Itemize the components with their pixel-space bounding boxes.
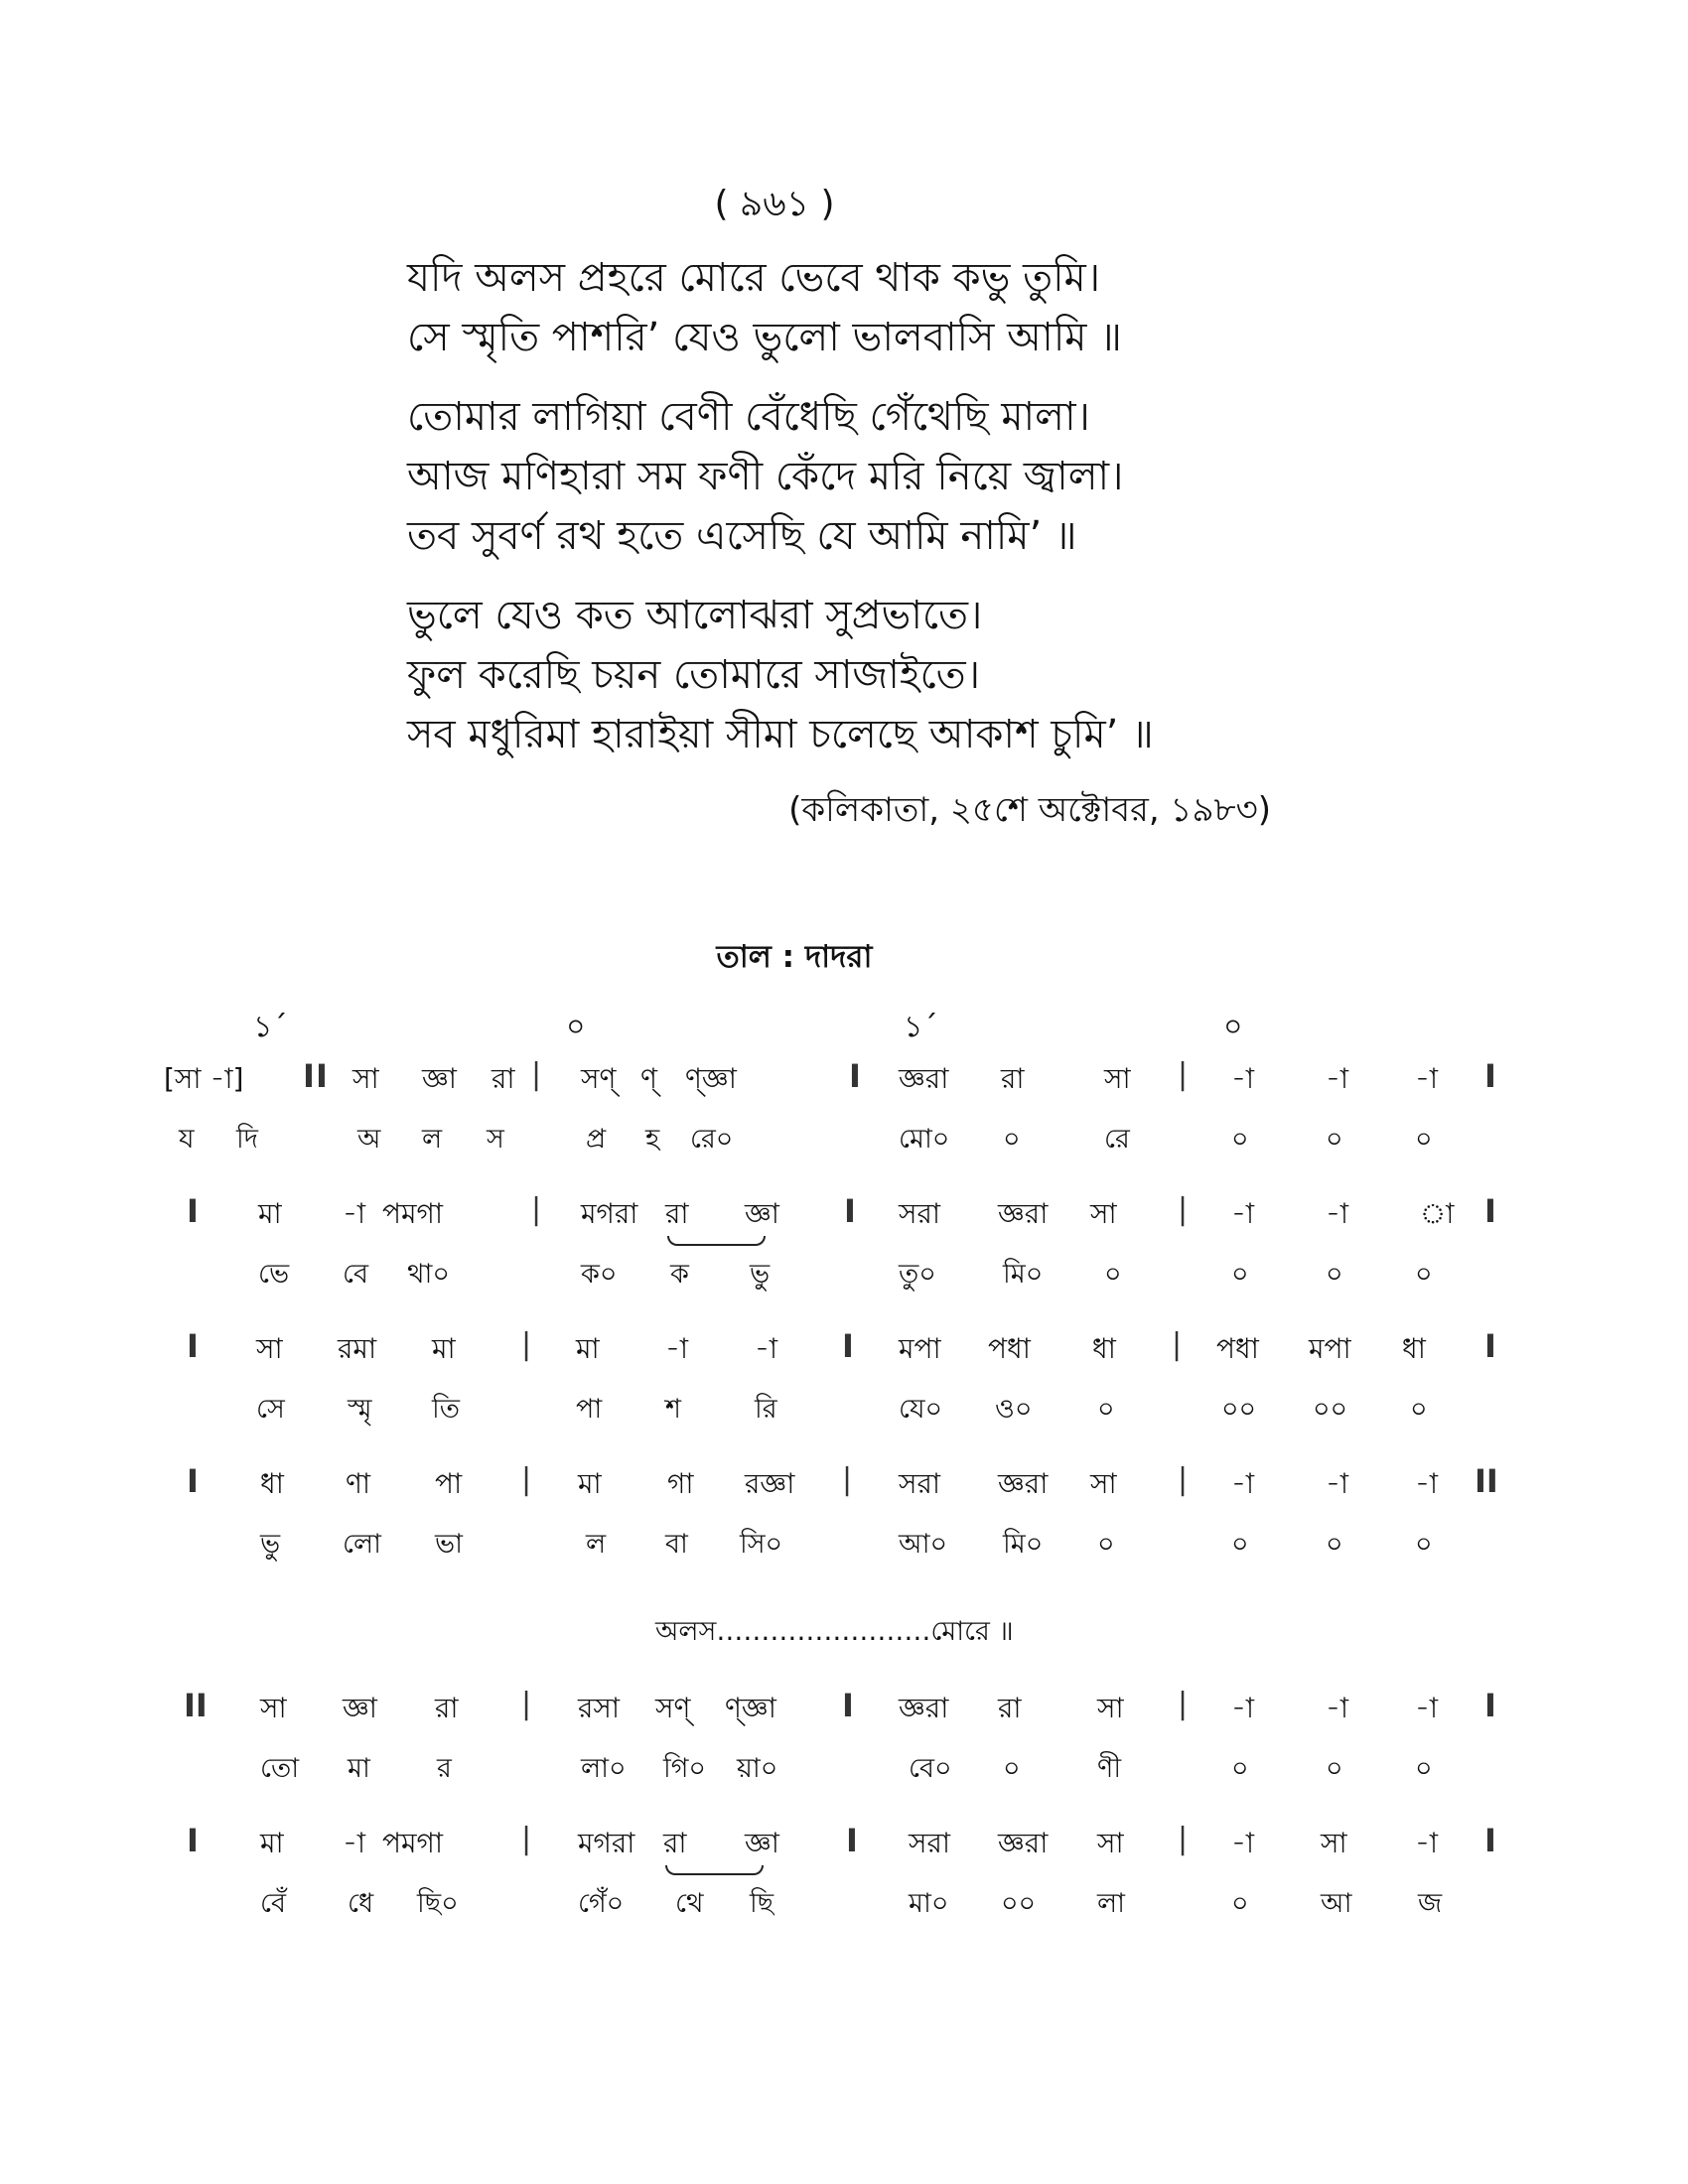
syllable: তু০ [899,1259,936,1290]
syllable: ধে [348,1888,374,1919]
syllable: স্মৃ [348,1394,372,1425]
lyric-syllable-row [0,1524,1688,1585]
note: সা [352,1062,379,1095]
note: ধা [260,1467,284,1500]
note: জ্ঞরা [899,1692,949,1724]
syllable: আ০ [899,1529,948,1560]
stanza-1 [407,248,1154,367]
bar-line: | [842,1462,853,1497]
sargam-row [0,1327,1688,1389]
note: সা [1097,1827,1124,1859]
syllable: লা০ [581,1753,627,1784]
notation-line-1 [0,1057,1688,1180]
syllable: গেঁ০ [578,1888,625,1919]
syllable: ০০ [1313,1394,1348,1425]
note: রা [665,1197,689,1230]
syllable: অ [357,1124,381,1155]
notation-line-3 [0,1327,1688,1450]
sargam-row [0,1687,1688,1748]
section-bar: I [846,1822,858,1859]
syllable: ল [422,1124,443,1155]
note: রজ্ঞা [745,1467,795,1500]
syllable: ও০ [995,1394,1033,1425]
bar-line: | [1178,1822,1189,1856]
note: মা [578,1467,602,1500]
refrain-text: অলস……………………মোরে ॥ [655,1616,1014,1647]
syllable: মি০ [1003,1259,1044,1290]
section-bar: I [1484,1822,1496,1859]
note: -া [343,1197,366,1230]
tala-marker: ১´ [904,1010,938,1044]
bar-line: | [521,1822,532,1856]
bar-line: | [1178,1687,1189,1721]
bar-line: | [521,1687,532,1721]
tala-marker: ০ [566,1010,586,1044]
tala-marker: ১´ [253,1010,288,1044]
note: মা [576,1332,600,1365]
syllable: ০ [1097,1394,1115,1425]
note: -া [1415,1062,1439,1095]
note: মা [258,1197,282,1230]
syllable: স [487,1124,504,1155]
note: -া [1231,1827,1255,1859]
section-bar: I [316,1057,328,1095]
double-bar: II [184,1687,208,1724]
section-bar: I [849,1057,861,1095]
note: -া [1326,1692,1349,1724]
syllable: হ [645,1124,660,1155]
bar-line: | [521,1327,532,1362]
syllable: ০ [1231,1753,1249,1784]
section-bar: I [1484,1687,1496,1724]
meend-slur [665,1865,764,1875]
note: -া [1415,1827,1439,1859]
note: মা [260,1827,284,1859]
lyric-line: সব মধুরিমা হারাইয়া সীমা চলেছে আকাশ চুমি’ ॥ [407,712,1154,757]
syllable: পা [576,1394,603,1425]
syllable: দি [236,1124,258,1155]
lyric-line: যদি অলস প্রহরে মোরে ভেবে থাক কভু তুমি। [407,255,1101,301]
bar-line: | [1172,1327,1183,1362]
syllable: ০ [1326,1753,1343,1784]
note: -া [1231,1062,1255,1095]
note: জ্ঞরা [998,1827,1049,1859]
note: সা [1097,1692,1124,1724]
tala-heading: তাল : দাদরা [716,939,873,975]
syllable: রে০ [690,1124,734,1155]
syllable: ০ [1410,1394,1428,1425]
syllable: ভু [260,1529,281,1560]
note: -া [1231,1467,1255,1500]
syllable: শ [665,1394,681,1425]
syllable: সে [256,1394,285,1425]
note: সা [1104,1062,1131,1095]
sargam-row [0,1057,1688,1119]
syllable: বে [343,1259,368,1290]
lyric-line: ভুলে যেও কত আলোঝরা সুপ্রভাতে। [407,593,983,638]
note: গা [667,1467,694,1500]
section-bar: I [187,1462,199,1500]
note: সা [256,1332,283,1365]
syllable: ০ [1415,1753,1433,1784]
note: সা [1090,1467,1117,1500]
bar-line: | [1178,1057,1189,1092]
page-number: ( ৯৬১ ) [714,184,835,224]
syllable: মো০ [899,1124,950,1155]
syllable: ০ [1003,1753,1021,1784]
lyric-line: আজ মণিহারা সম ফণী কেঁদে মরি নিয়ে জ্বালা। [407,454,1124,499]
syllable: ভা [435,1529,463,1560]
lyric-syllable-row [0,1389,1688,1450]
syllable: ছি [750,1888,774,1919]
syllable: আ [1321,1888,1352,1919]
note: -া [1231,1692,1255,1724]
note: ণ্জ্ঞা [685,1062,737,1095]
note: মপা [1309,1332,1351,1365]
note: -া [1326,1467,1349,1500]
meend-slur [667,1236,766,1246]
note: -া [1231,1197,1255,1230]
stanza-3 [407,586,1154,764]
syllable: ০০ [1001,1888,1037,1919]
note: সণ্ [655,1692,691,1724]
note: সরা [899,1197,941,1230]
syllable: য [179,1124,195,1155]
refrain-note [0,1597,1688,1687]
note: রা [663,1827,687,1859]
note: জ্ঞরা [998,1467,1049,1500]
note: পধা [988,1332,1031,1365]
syllable: সি০ [740,1529,783,1560]
syllable: ক [670,1259,689,1290]
syllable: মা [348,1753,370,1784]
bar-line: | [531,1057,542,1092]
syllable: ক০ [581,1259,618,1290]
syllable: বে০ [909,1753,952,1784]
syllable: থা০ [407,1259,450,1290]
section-bar: I [1484,1327,1496,1365]
note: জ্ঞা [422,1062,457,1095]
note: জ্ঞরা [899,1062,949,1095]
lyric-syllable-row [0,1119,1688,1180]
song-lyrics [407,248,1154,784]
section-bar: I [187,1192,199,1230]
note: ধা [1402,1332,1426,1365]
syllable: মা০ [909,1888,949,1919]
syllable: ০ [1326,1124,1343,1155]
note: -া [665,1332,689,1365]
note: জ্ঞা [343,1692,377,1724]
bar-line: | [1178,1462,1189,1497]
section-bar: I [842,1327,854,1365]
note: সরা [899,1467,941,1500]
tala-markers [0,1003,1688,1052]
lyric-syllable-row [0,1748,1688,1810]
syllable: র [437,1753,452,1784]
syllable: ০ [1415,1529,1433,1560]
notation-line-6 [0,1822,1688,1945]
note: মপা [899,1332,941,1365]
note: -া [1415,1692,1439,1724]
syllable: লো [343,1529,381,1560]
tala-marker: ০ [1223,1010,1243,1044]
note: পধা [1216,1332,1259,1365]
note: ণ্জ্ঞা [725,1692,776,1724]
notation-line-4 [0,1462,1688,1585]
note: মা [432,1332,456,1365]
syllable: তি [432,1394,460,1425]
note: ণা [346,1467,371,1500]
note: -া [1326,1197,1349,1230]
syllable: ০ [1326,1259,1343,1290]
note: রসা [578,1692,621,1724]
note: ণ্ [640,1062,657,1095]
note: -া [1415,1467,1439,1500]
syllable: জ [1418,1888,1443,1919]
note: সা [260,1692,287,1724]
lyric-line: ফুল করেছি চয়ন তোমারে সাজাইতে। [407,652,980,698]
lyric-line: তোমার লাগিয়া বেণী বেঁধেছি গেঁথেছি মালা। [407,394,1090,440]
note: -া [343,1827,366,1859]
note: রা [435,1692,459,1724]
syllable: রি [755,1394,777,1425]
note: রা [998,1692,1022,1724]
section-bar: I [1484,1057,1496,1095]
syllable: ০০ [1221,1394,1257,1425]
note: সণ্ [581,1062,617,1095]
notation-line-2 [0,1192,1688,1315]
section-bar: I [187,1822,199,1859]
note: -া [755,1332,778,1365]
syllable: য়া০ [737,1753,778,1784]
sargam-row [0,1462,1688,1524]
place-date-signoff: (কলিকাতা, ২৫শে অক্টোবর, ১৯৮৩) [788,790,1271,830]
syllable: ০ [1231,1529,1249,1560]
syllable: ছি০ [417,1888,459,1919]
syllable: যে০ [899,1394,943,1425]
note: জ্ঞরা [998,1197,1049,1230]
bar-line: | [531,1192,542,1227]
note: সা [1090,1197,1117,1230]
lyric-syllable-row [0,1883,1688,1945]
lyric-syllable-row [0,1254,1688,1315]
syllable: ণী [1097,1753,1122,1784]
bar-line: | [521,1462,532,1497]
double-bar: II [1475,1462,1498,1500]
syllable: প্র [586,1124,607,1155]
note: জ্ঞা [745,1197,779,1230]
notation-line-5 [0,1687,1688,1810]
syllable: ০ [1104,1259,1122,1290]
syllable: গি০ [663,1753,706,1784]
lyric-line: তব সুবর্ণ রথ হতে এসেছি যে আমি নামি’ ॥ [407,513,1077,559]
section-bar: I [187,1327,199,1365]
section-bar: I [303,1057,315,1095]
syllable: ০ [1326,1529,1343,1560]
syllable: ভু [750,1259,771,1290]
stanza-2 [407,387,1154,566]
note: পা [435,1467,463,1500]
note: পমগা [382,1197,444,1230]
syllable: ০ [1231,1888,1249,1919]
sargam-row [0,1822,1688,1883]
syllable: ০ [1231,1124,1249,1155]
note: জ্ঞা [745,1827,779,1859]
note: রমা [338,1332,377,1365]
syllable: ভে [258,1259,290,1290]
syllable: ০ [1415,1259,1433,1290]
note: রা [1001,1062,1025,1095]
note: পমগা [382,1827,444,1859]
bar-line: | [1178,1192,1189,1227]
syllable: ০ [1003,1124,1021,1155]
note: সা [1321,1827,1347,1859]
syllable: বা [665,1529,688,1560]
note: া [1420,1197,1455,1230]
syllable: ০ [1415,1124,1433,1155]
syllable: ল [586,1529,607,1560]
syllable: ০ [1097,1529,1115,1560]
lyric-line: সে স্মৃতি পাশরি’ যেও ভুলো ভালবাসি আমি ॥ [407,315,1122,360]
note: সরা [909,1827,951,1859]
syllable: লা [1097,1888,1125,1919]
syllable: ০ [1231,1259,1249,1290]
syllable: রে [1104,1124,1130,1155]
syllable: থে [675,1888,704,1919]
syllable: মি০ [1003,1529,1044,1560]
section-bar: I [844,1192,856,1230]
sargam-row [0,1192,1688,1254]
note: মগরা [578,1827,635,1859]
note: ধা [1092,1332,1116,1365]
note: রা [492,1062,515,1095]
note: -া [1326,1062,1349,1095]
syllable: বেঁ [260,1888,286,1919]
section-bar: I [1484,1192,1496,1230]
swaralipi-notation [0,1057,1688,1957]
syllable: তো [260,1753,300,1784]
note: মগরা [581,1197,638,1230]
section-bar: I [842,1687,854,1724]
note: [সা -া] [164,1062,244,1095]
